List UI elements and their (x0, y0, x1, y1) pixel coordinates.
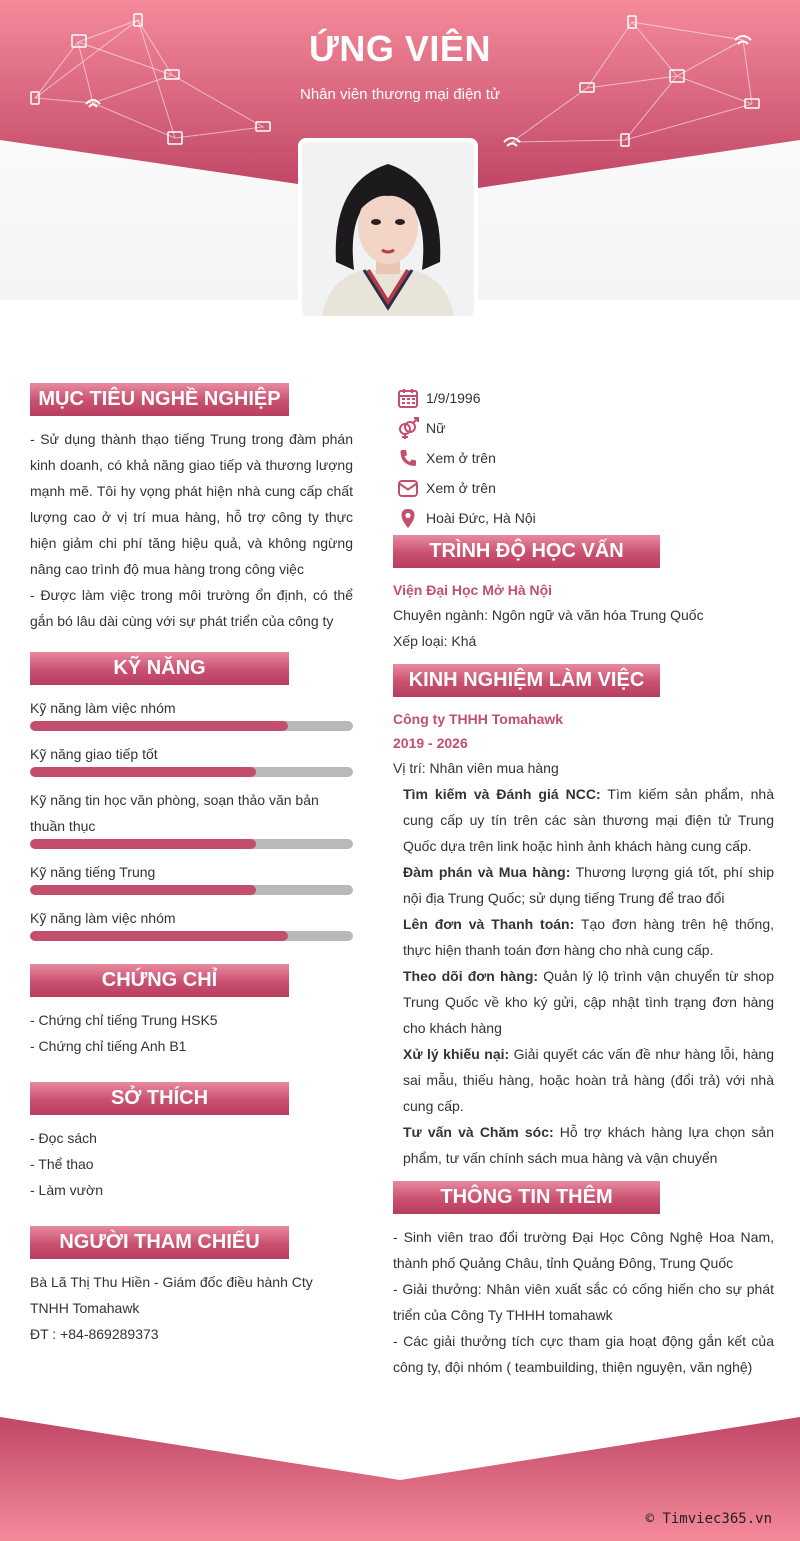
avatar-frame (298, 138, 478, 318)
contact-value: Xem ở trên (426, 450, 496, 466)
skill-label: Kỹ năng giao tiếp tốt (30, 746, 158, 762)
skill-label: Kỹ năng tin học văn phòng, soạn thảo văn bản thuần thục (30, 792, 319, 834)
hobby-item: - Làm vườn (30, 1182, 104, 1198)
location-icon (397, 507, 419, 529)
additional-line: - Sinh viên trao đổi trường Đại Học Công Nghệ Hoa Nam, thành phố Quảng Châu, tỉnh Quảng Đông, Trung Quốc (393, 1229, 774, 1271)
task-heading: Theo dõi đơn hàng: (403, 968, 539, 984)
section-hobbies-title: SỞ THÍCH (30, 1082, 289, 1115)
contact-phone (397, 445, 757, 471)
task-heading: Tư vấn và Chăm sóc: (403, 1124, 554, 1140)
skill-label: Kỹ năng làm việc nhóm (30, 700, 176, 716)
hobby-item: - Thể thao (30, 1156, 94, 1172)
skill-bar (30, 931, 353, 941)
contact-email (397, 475, 757, 501)
hobby-item: - Đọc sách (30, 1130, 97, 1146)
skill-bar (30, 839, 353, 849)
experience-task (403, 781, 774, 859)
section-additional-title: THÔNG TIN THÊM (393, 1181, 660, 1214)
experience-position: Vị trí: Nhân viên mua hàng (393, 760, 559, 776)
experience-task (403, 963, 774, 1041)
experience-period: 2019 - 2026 (393, 735, 468, 751)
task-heading: Tìm kiếm và Đánh giá NCC: (403, 786, 601, 802)
skill-bar-fill (30, 721, 288, 731)
education-school: Viện Đại Học Mở Hà Nội (393, 582, 553, 598)
task-body: Quản lý lộ trình vận chuyển từ shop Trung Quốc về kho ký gửi, cập nhật tình trạng đơn hàng cho khách hàng (403, 968, 774, 1036)
contact-gender (397, 415, 757, 441)
reference-person: Bà Lã Thị Thu Hiền - Giám đốc điều hành Cty TNHH Tomahawk (30, 1274, 313, 1316)
section-references-title: NGƯỜI THAM CHIẾU (30, 1226, 289, 1259)
job-title: Nhân viên thương mại điện tử (299, 86, 501, 103)
experience-task (403, 1041, 774, 1119)
avatar-illustration (302, 142, 474, 316)
skill-bar (30, 721, 353, 731)
skill-label: Kỹ năng làm việc nhóm (30, 910, 176, 926)
additional-line: - Giải thưởng: Nhân viên xuất sắc có cống hiến cho sự phát triển của Công Ty THHH tomahawk (393, 1281, 774, 1323)
section-objective-title: MỤC TIÊU NGHỀ NGHIỆP (30, 383, 289, 416)
skill-bar-fill (30, 931, 288, 941)
experience-task (403, 911, 774, 963)
skill-bar-fill (30, 885, 256, 895)
section-experience-title: KINH NGHIỆM LÀM VIỆC (393, 664, 660, 697)
task-heading: Đàm phán và Mua hàng: (403, 864, 571, 880)
education-major: Chuyên ngành: Ngôn ngữ và văn hóa Trung Quốc (393, 607, 704, 623)
calendar-icon (397, 387, 419, 409)
contact-value: Nữ (426, 420, 446, 436)
candidate-title: ỨNG VIÊN (309, 28, 491, 69)
avatar (302, 142, 474, 316)
experience-task (403, 859, 774, 911)
additional-line: - Các giải thưởng tích cực tham gia hoạt động gắn kết của công ty, đội nhóm ( teambuilding, thiện nguyện, văn nghệ) (393, 1333, 774, 1375)
skill-bar (30, 885, 353, 895)
education-grade: Xếp loại: Khá (393, 633, 477, 649)
certificate-item: - Chứng chỉ tiếng Trung HSK5 (30, 1012, 218, 1028)
certificate-item: - Chứng chỉ tiếng Anh B1 (30, 1038, 187, 1054)
task-body: Tìm kiếm sản phẩm, nhà cung cấp uy tín trên các sàn thương mại điện tử Trung Quốc dựa trên link hoặc hình ảnh khách hàng cung cấp. (403, 786, 774, 854)
task-heading: Lên đơn và Thanh toán: (403, 916, 575, 932)
skill-bar-fill (30, 839, 256, 849)
experience-company: Công ty THHH Tomahawk (393, 711, 564, 727)
experience-task (403, 1119, 774, 1171)
skill-label: Kỹ năng tiếng Trung (30, 864, 156, 880)
skill-bar-fill (30, 767, 256, 777)
section-skills-title: KỸ NĂNG (30, 652, 289, 685)
phone-icon (397, 447, 419, 469)
task-body: Tạo đơn hàng trên hệ thống, thực hiện thanh toán đơn hàng cho nhà cung cấp. (403, 916, 774, 958)
task-heading: Xử lý khiếu nại: (403, 1046, 510, 1062)
gender-icon (397, 417, 419, 439)
reference-phone: ĐT : +84-869289373 (30, 1326, 159, 1342)
section-education-title: TRÌNH ĐỘ HỌC VẤN (393, 535, 660, 568)
section-certificates-title: CHỨNG CHỈ (30, 964, 289, 997)
task-body: Giải quyết các vấn đề như hàng lỗi, hàng sai mẫu, thiếu hàng, hoặc hoàn trả hàng (đổi trả) với nhà cung cấp. (403, 1046, 774, 1114)
copyright: © Timviec365.vn (645, 1511, 772, 1527)
objective-line-2: - Được làm việc trong môi trường ổn định, có thể gắn bó lâu dài cùng với sự phát triển của công ty (30, 587, 353, 629)
contact-address (397, 505, 757, 531)
contact-value: 1/9/1996 (426, 390, 481, 406)
contact-value: Xem ở trên (426, 480, 496, 496)
objective-line-1: - Sử dụng thành thạo tiếng Trung trong đàm phán kinh doanh, có khả năng giao tiếp và thương lượng mạnh mẽ. Tôi hy vọng phát hiện nhà cung cấp chất lượng cao ở vị trí mua hàng, hỗ trợ công ty thực hiện giảm chi phí tăng hiệu quả, và không ngừng nâng cao trình độ mua hàng trong công việc (30, 431, 353, 577)
contact-value: Hoài Đức, Hà Nội (426, 510, 536, 526)
task-body: Hỗ trợ khách hàng lựa chọn sản phẩm, tư vấn chính sách mua hàng và vận chuyển (403, 1124, 774, 1166)
task-body: Thương lượng giá tốt, phí ship nội địa Trung Quốc; sử dụng tiếng Trung để trao đổi (403, 864, 774, 906)
contact-birthday (397, 385, 757, 411)
email-icon (397, 477, 419, 499)
skill-bar (30, 767, 353, 777)
